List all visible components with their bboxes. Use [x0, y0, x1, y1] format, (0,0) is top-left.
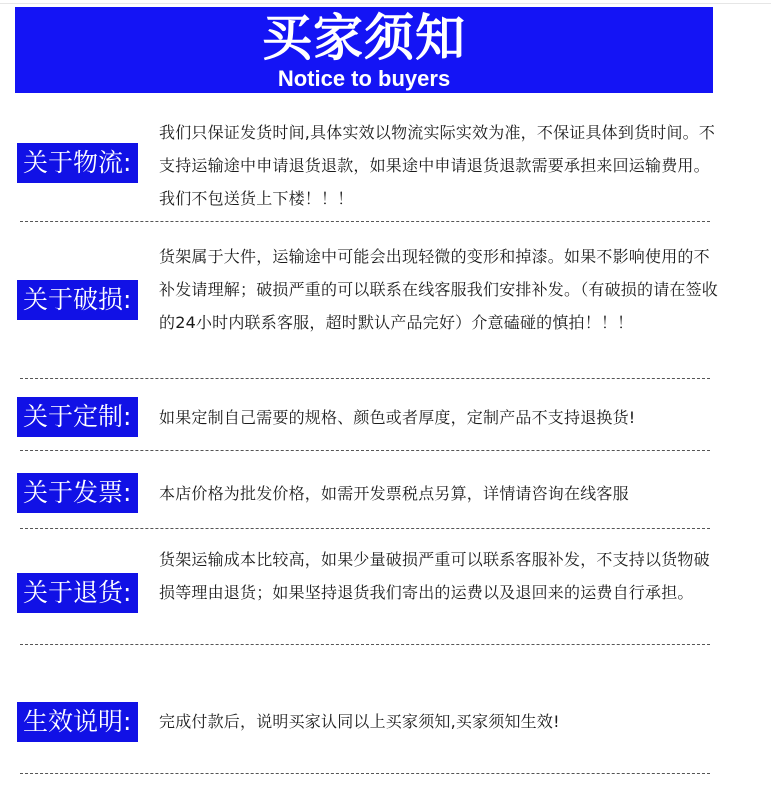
- section-text-customization: 如果定制自己需要的规格、颜色或者厚度，定制产品不支持退换货!: [159, 408, 636, 427]
- page-subtitle: Notice to buyers: [277, 66, 451, 91]
- section-divider: [20, 528, 710, 529]
- section-label-logistics: 关于物流:: [17, 143, 138, 183]
- section-divider: [20, 644, 710, 645]
- section-text-returns: 货架运输成本比较高，如果少量破损严重可以联系客服补发，不支持以货物破损等理由退货；如果坚持退货我们寄出的运费以及退回来的运费自行承担。: [159, 550, 710, 602]
- section-text-effect: 完成付款后，说明买家认同以上买家须知,买家须知生效!: [159, 712, 560, 731]
- section-label-invoice: 关于发票:: [17, 473, 138, 513]
- section-divider: [20, 221, 710, 222]
- section-label-customization: 关于定制:: [17, 397, 138, 437]
- section-text-invoice: 本店价格为批发价格，如需开发票税点另算，详情请咨询在线客服: [159, 484, 629, 503]
- section-text-logistics: 我们只保证发货时间,具体实效以物流实际实效为准，不保证具体到货时间。不支持运输途中申请退货退款，如果途中申请退货退款需要承担来回运输费用。我们不包送货上下楼！！！: [159, 123, 716, 208]
- section-divider: [20, 450, 710, 451]
- section-label-effect: 生效说明:: [17, 702, 138, 742]
- page-title: 买家须知: [262, 9, 466, 67]
- notice-banner: [15, 7, 713, 93]
- section-label-returns: 关于退货:: [17, 573, 138, 613]
- top-divider: [0, 3, 771, 4]
- section-text-damage: 货架属于大件，运输途中可能会出现轻微的变形和掉漆。如果不影响使用的不补发请理解；破损严重的可以联系在线客服我们安排补发。（有破损的请在签收的24小时内联系客服，超时默认产品完好）介意磕碰的慎拍！！！: [159, 247, 719, 332]
- section-divider: [20, 378, 710, 379]
- section-label-damage: 关于破损:: [17, 280, 138, 320]
- section-divider: [20, 773, 710, 774]
